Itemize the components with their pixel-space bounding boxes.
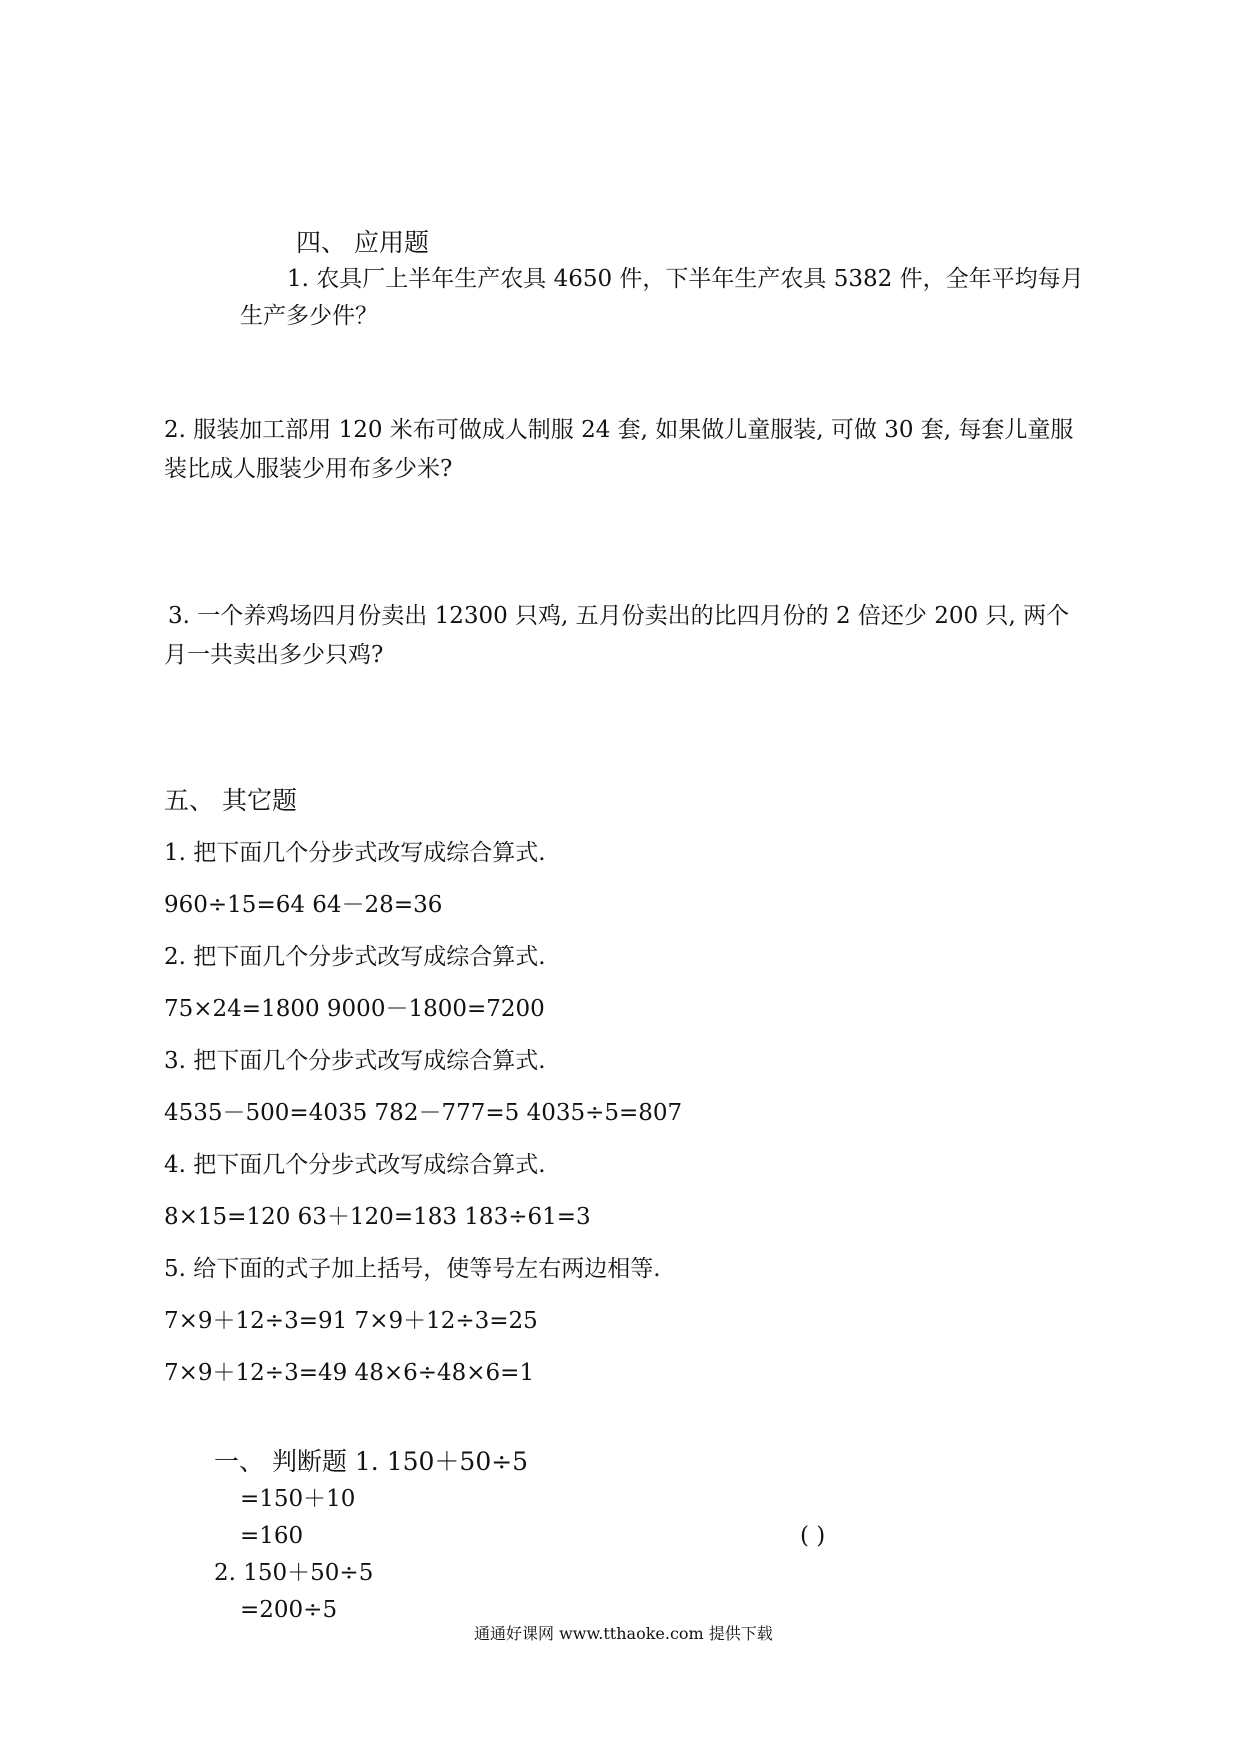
answer-parentheses: ( ): [800, 1523, 826, 1549]
calc-step: =150＋10: [240, 1486, 356, 1512]
footer-text: 通通好课网 www.tthaoke.com 提供下载: [474, 1624, 773, 1643]
calc-step: =200÷5: [240, 1597, 338, 1623]
list-item: 4. 把下面几个分步式改写成综合算式.: [164, 1152, 546, 1178]
list-item: 75×24=1800 9000－1800=7200: [164, 996, 545, 1022]
question-1-line-1: 1. 农具厂上半年生产农具 4650 件，下半年生产农具 5382 件，全年平均每月: [287, 266, 1084, 292]
question-1-line-2: 生产多少件？: [240, 303, 378, 329]
list-item: 8×15=120 63＋120=183 183÷61=3: [164, 1204, 591, 1230]
section4-heading: 四、 应用题: [296, 228, 429, 257]
list-item: 960÷15=64 64－28=36: [164, 892, 443, 918]
list-item: 4535－500=4035 782－777=5 4035÷5=807: [164, 1100, 683, 1126]
section1-heading: 一、 判断题 1. 150＋50÷5: [214, 1447, 529, 1476]
section5-heading: 五、 其它题: [164, 786, 297, 815]
list-item: 2. 把下面几个分步式改写成综合算式.: [164, 944, 546, 970]
question-2-line-1: 2. 服装加工部用 120 米布可做成人制服 24 套, 如果做儿童服装, 可做 30 套, 每套儿童服: [164, 417, 1074, 443]
question-2-line-2: 装比成人服装少用布多少米?: [164, 456, 453, 482]
question-3-line-1: 3. 一个养鸡场四月份卖出 12300 只鸡, 五月份卖出的比四月份的 2 倍还少 200 只, 两个: [168, 603, 1070, 629]
question-2-judgement: 2. 150＋50÷5: [214, 1560, 374, 1586]
list-item: 1. 把下面几个分步式改写成综合算式.: [164, 840, 546, 866]
list-item: 7×9＋12÷3=49 48×6÷48×6=1: [164, 1360, 535, 1386]
list-item: 7×9＋12÷3=91 7×9＋12÷3=25: [164, 1308, 538, 1334]
question-3-line-2: 月一共卖出多少只鸡?: [164, 642, 384, 668]
list-item: 5. 给下面的式子加上括号，使等号左右两边相等.: [164, 1256, 661, 1282]
calc-step: =160: [240, 1523, 304, 1549]
list-item: 3. 把下面几个分步式改写成综合算式.: [164, 1048, 546, 1074]
